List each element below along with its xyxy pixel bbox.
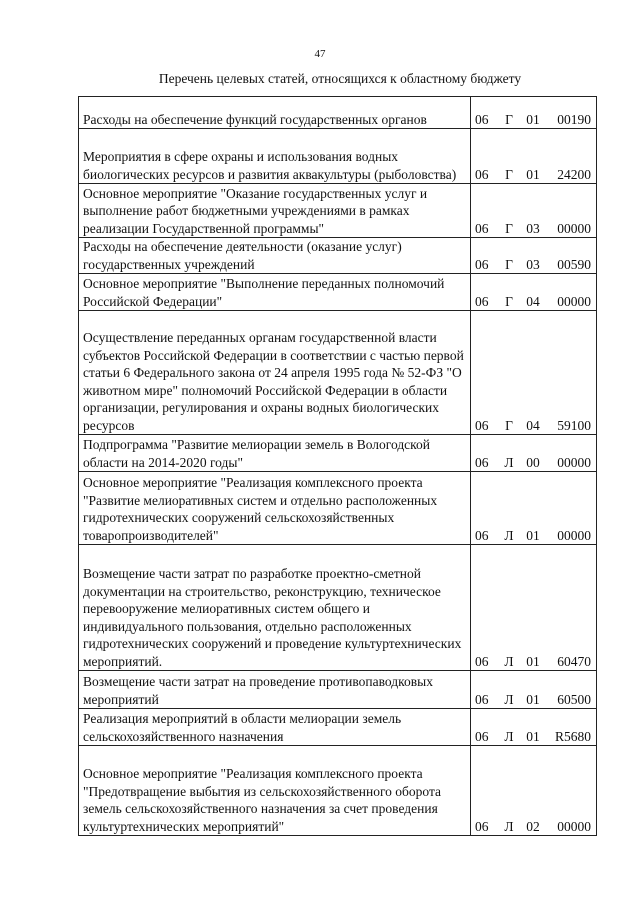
code-program: 06 <box>475 293 489 309</box>
code-subprogram: Г <box>505 256 513 272</box>
code-subprogram: Г <box>505 417 513 433</box>
code-subprogram: Л <box>504 818 514 834</box>
row-code <box>471 545 597 671</box>
row-code <box>471 184 597 238</box>
code-program: 06 <box>475 417 489 433</box>
code-event: 01 <box>526 653 540 669</box>
table-row <box>79 746 597 836</box>
code-program: 06 <box>475 818 489 834</box>
code-direction: 59100 <box>557 417 591 433</box>
code-event: 01 <box>526 728 540 744</box>
row-code <box>471 129 597 184</box>
code-direction: 60500 <box>557 691 591 707</box>
row-code <box>471 238 597 274</box>
code-event: 03 <box>526 256 540 272</box>
row-description: Расходы на обеспечение функций государственных органов <box>79 97 471 129</box>
code-event: 02 <box>526 818 540 834</box>
table-row <box>79 472 597 545</box>
table-row <box>79 545 597 671</box>
row-code <box>471 709 597 746</box>
document-title: Перечень целевых статей, относящихся к областному бюджету <box>158 71 522 86</box>
code-program: 06 <box>475 527 489 543</box>
code-subprogram: Л <box>504 691 514 707</box>
code-subprogram: Л <box>504 653 514 669</box>
code-direction: 00000 <box>557 220 591 236</box>
code-direction: 00000 <box>557 527 591 543</box>
code-program: 06 <box>475 728 489 744</box>
code-event: 04 <box>526 417 540 433</box>
code-subprogram: Г <box>505 293 513 309</box>
code-program: 06 <box>475 691 489 707</box>
code-event: 01 <box>526 691 540 707</box>
code-program: 06 <box>475 653 489 669</box>
row-description: Осуществление переданных органам государственной власти субъектов Российской Федерации в соответствии с частью первой статьи 6 Федерального закона от 24 апреля 1995 года № 52-ФЗ "О животном мире" полномочий Российской Федерации в области организации, регулирования и охраны водных биологических ресурсов <box>79 311 471 435</box>
table-row <box>79 311 597 435</box>
row-description: Подпрограмма "Развитие мелиорации земель в Вологодской области на 2014-2020 годы" <box>79 435 471 472</box>
code-subprogram: Л <box>504 454 514 470</box>
table-row <box>79 671 597 709</box>
row-description: Реализация мероприятий в области мелиорации земель сельскохозяйственного назначения <box>79 709 471 746</box>
code-direction: 24200 <box>557 166 591 182</box>
table-row <box>79 274 597 311</box>
row-code <box>471 472 597 545</box>
row-description: Мероприятия в сфере охраны и использования водных биологических ресурсов и развития аквакультуры (рыболовства) <box>79 129 471 184</box>
code-subprogram: Г <box>505 111 513 127</box>
row-description: Основное мероприятие "Выполнение переданных полномочий Российской Федерации" <box>79 274 471 311</box>
code-event: 03 <box>526 220 540 236</box>
code-subprogram: Г <box>505 166 513 182</box>
row-code <box>471 274 597 311</box>
code-program: 06 <box>475 111 489 127</box>
row-description: Расходы на обеспечение деятельности (оказание услуг) государственных учреждений <box>79 238 471 274</box>
code-event: 01 <box>526 111 540 127</box>
code-direction: 00000 <box>557 454 591 470</box>
code-direction: 00000 <box>557 293 591 309</box>
code-direction: R5680 <box>554 728 591 744</box>
table-row <box>79 238 597 274</box>
code-program: 06 <box>475 166 489 182</box>
code-direction: 60470 <box>557 653 591 669</box>
row-description: Возмещение части затрат по разработке проектно-сметной документации на строительство, реконструкцию, техническое перевооружение мелиоративных систем общего и индивидуального пользования, отдельно расположенных гидротехнических сооружений и проведение культуртехнических мероприятий. <box>79 545 471 671</box>
code-event: 01 <box>526 527 540 543</box>
code-subprogram: Л <box>504 527 514 543</box>
code-subprogram: Г <box>505 220 513 236</box>
row-code <box>471 435 597 472</box>
table-row <box>79 129 597 184</box>
row-code <box>471 746 597 836</box>
table-row <box>79 709 597 746</box>
row-description: Основное мероприятие "Реализация комплексного проекта "Развитие мелиоративных систем и отдельно расположенных гидротехнических сооружений сельскохозяйственных товаропроизводителей" <box>79 472 471 545</box>
code-subprogram: Л <box>504 728 514 744</box>
row-description: Основное мероприятие "Оказание государственных услуг и выполнение работ бюджетными учреждениями в рамках реализации Государственной программы" <box>79 184 471 238</box>
row-description: Основное мероприятие "Реализация комплексного проекта "Предотвращение выбытия из сельскохозяйственного оборота земель сельскохозяйственного назначения за счет проведения культуртехнических мероприятий" <box>79 746 471 836</box>
table-row <box>79 435 597 472</box>
code-event: 04 <box>526 293 540 309</box>
page-number: 47 <box>314 48 326 60</box>
row-code <box>471 311 597 435</box>
code-program: 06 <box>475 256 489 272</box>
code-program: 06 <box>475 454 489 470</box>
code-event: 00 <box>526 454 540 470</box>
target-articles-table <box>78 96 597 836</box>
row-description: Возмещение части затрат на проведение противопаводковых мероприятий <box>79 671 471 709</box>
table-row <box>79 97 597 129</box>
code-direction: 00000 <box>557 818 591 834</box>
code-direction: 00590 <box>557 256 591 272</box>
code-event: 01 <box>526 166 540 182</box>
code-program: 06 <box>475 220 489 236</box>
row-code <box>471 671 597 709</box>
code-direction: 00190 <box>557 111 591 127</box>
row-code <box>471 97 597 129</box>
table-row <box>79 184 597 238</box>
